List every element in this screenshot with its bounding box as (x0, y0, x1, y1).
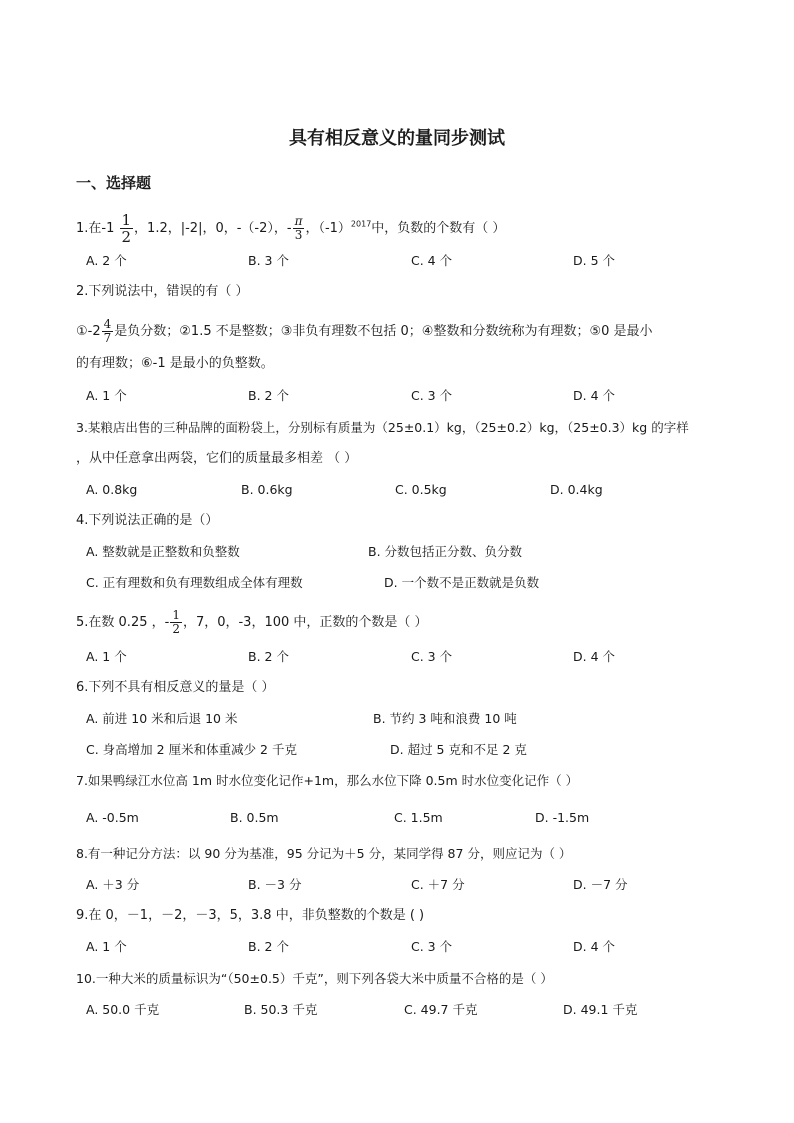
q1-pi-den: 3 (294, 228, 303, 242)
q6-option-d: D. 超过 5 克和不足 2 克 (390, 742, 527, 757)
q1-pi-num: π (294, 214, 303, 228)
q5-fraction (170, 609, 182, 636)
q2-option-c: C. 3 个 (411, 388, 453, 403)
q1-frac-num: 1 (121, 211, 132, 229)
q2-text-a: ①-2 (76, 324, 101, 339)
q5-text-b: ，7，0，-3，100 中，正数的个数是（ ） (182, 615, 428, 630)
q1-exponent: 2017 (350, 219, 372, 229)
q7-option-b: B. 0.5m (230, 810, 279, 825)
section-heading: 一、选择题 (76, 174, 152, 192)
q2-fraction (102, 318, 114, 345)
q8-option-b: B. －3 分 (248, 877, 302, 892)
question-6-stem: 6.下列不具有相反意义的量是（ ） (76, 680, 275, 695)
q5-text-a: 5.在数 0.25 ，- (76, 615, 170, 630)
q7-option-a: A. -0.5m (86, 810, 139, 825)
q1-text-c: ，（-1） (305, 221, 351, 236)
q5-frac-num: 1 (172, 608, 180, 622)
question-8-stem: 8.有一种记分方法：以 90 分为基准，95 分记为＋5 分，某同学得 87 分，则应记为（ ） (76, 846, 572, 861)
q3-option-b: B. 0.6kg (241, 482, 293, 497)
q1-text-a: 1.在-1 (76, 221, 119, 236)
page-title: 具有相反意义的量同步测试 (289, 128, 505, 149)
q2-option-b: B. 2 个 (248, 388, 289, 403)
q4-option-b: B. 分数包括正分数、负分数 (368, 544, 523, 559)
q2-text-b: 是负分数；②1.5 不是整数；③非负有理数不包括 0；④整数和分数统称为有理数；⑤0 是最小 (114, 324, 653, 339)
question-4-stem: 4.下列说法正确的是（） (76, 513, 219, 528)
q1-option-a: A. 2 个 (86, 253, 127, 268)
q10-option-a: A. 50.0 千克 (86, 1002, 160, 1017)
question-2-line-2: 的有理数；⑥-1 是最小的负整数。 (76, 356, 274, 371)
q1-fraction-half (120, 212, 134, 245)
q9-option-a: A. 1 个 (86, 939, 127, 954)
q5-option-c: C. 3 个 (411, 649, 453, 664)
q6-option-a: A. 前进 10 米和后退 10 米 (86, 711, 238, 726)
q3-option-a: A. 0.8kg (86, 482, 138, 497)
q7-option-c: C. 1.5m (394, 810, 443, 825)
q1-fraction-pi (293, 215, 305, 242)
q10-option-d: D. 49.1 千克 (563, 1002, 638, 1017)
question-7-stem: 7.如果鸭绿江水位高 1m 时水位变化记作+1m，那么水位下降 0.5m 时水位变化记作（ ） (76, 773, 579, 788)
q6-option-c: C. 身高增加 2 厘米和体重减少 2 千克 (86, 742, 297, 757)
q2-frac-den: 7 (103, 331, 112, 345)
question-9-stem: 9.在 0，－1，－2，－3，5，3.8 中，非负整数的个数是 ( ) (76, 908, 425, 923)
q9-option-c: C. 3 个 (411, 939, 453, 954)
q2-option-a: A. 1 个 (86, 388, 127, 403)
q1-text-d: 中，负数的个数有（ ） (371, 221, 506, 236)
q8-option-c: C. ＋7 分 (411, 877, 465, 892)
q4-option-c: C. 正有理数和负有理数组成全体有理数 (86, 575, 303, 590)
q5-option-a: A. 1 个 (86, 649, 127, 664)
q10-option-b: B. 50.3 千克 (244, 1002, 318, 1017)
q8-option-d: D. －7 分 (573, 877, 628, 892)
q1-text-b: ，1.2，|-2|，0，-（-2），- (134, 221, 292, 236)
q8-option-a: A. ＋3 分 (86, 877, 140, 892)
q1-option-d: D. 5 个 (573, 253, 615, 268)
q10-option-c: C. 49.7 千克 (404, 1002, 478, 1017)
question-3-line-2: ，从中任意拿出两袋，它们的质量最多相差 （ ） (76, 451, 358, 466)
q3-option-d: D. 0.4kg (550, 482, 603, 497)
q5-option-b: B. 2 个 (248, 649, 289, 664)
q4-option-d: D. 一个数不是正数就是负数 (384, 575, 540, 590)
q5-frac-den: 2 (172, 622, 180, 636)
q4-option-a: A. 整数就是正整数和负整数 (86, 544, 240, 559)
q1-frac-den: 2 (121, 228, 132, 246)
q3-option-c: C. 0.5kg (395, 482, 447, 497)
question-2-line-1 (76, 318, 653, 345)
q1-option-c: C. 4 个 (411, 253, 453, 268)
q2-frac-num: 4 (103, 317, 112, 331)
question-3-line-1: 3.某粮店出售的三种品牌的面粉袋上，分别标有质量为（25±0.1）kg，（25±0.2）kg，（25±0.3）kg 的字样 (76, 420, 689, 435)
q9-option-d: D. 4 个 (573, 939, 615, 954)
q2-option-d: D. 4 个 (573, 388, 615, 403)
q1-option-b: B. 3 个 (248, 253, 289, 268)
question-10-stem: 10.一种大米的质量标识为“（50±0.5）千克”，则下列各袋大米中质量不合格的是（ ） (76, 971, 553, 986)
question-5-stem (76, 609, 428, 636)
q9-option-b: B. 2 个 (248, 939, 289, 954)
question-2-stem: 2.下列说法中，错误的有（ ） (76, 284, 249, 299)
question-1-stem (76, 212, 505, 245)
q7-option-d: D. -1.5m (535, 810, 590, 825)
q5-option-d: D. 4 个 (573, 649, 615, 664)
q6-option-b: B. 节约 3 吨和浪费 10 吨 (373, 711, 517, 726)
